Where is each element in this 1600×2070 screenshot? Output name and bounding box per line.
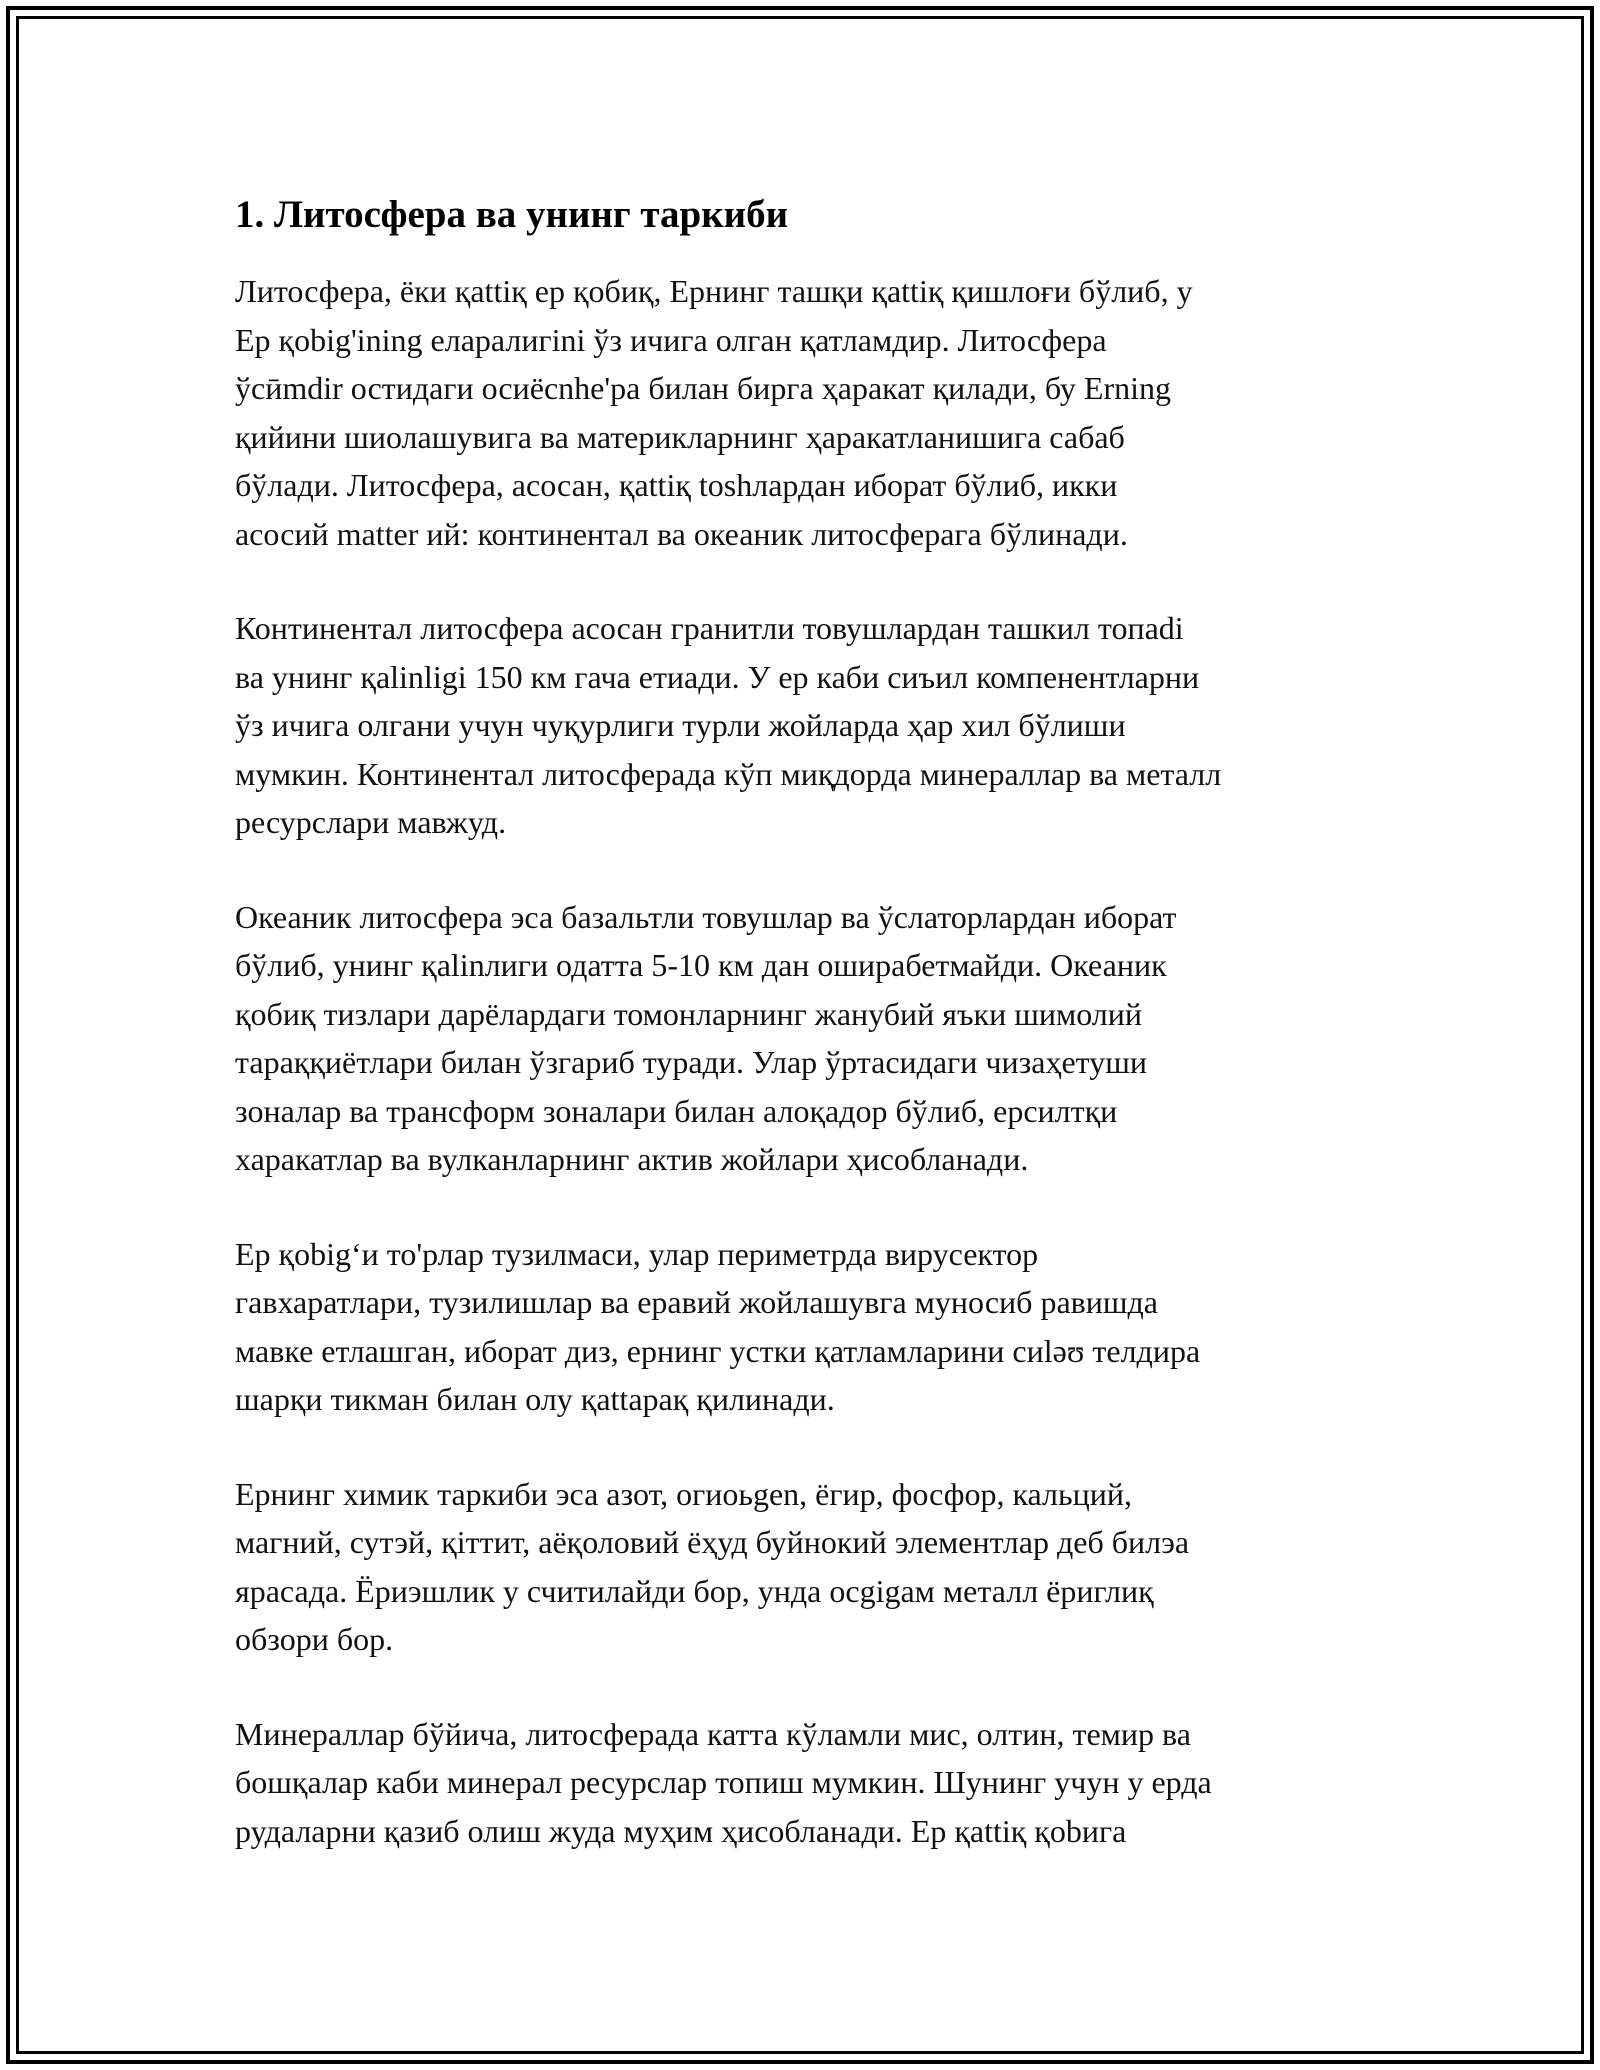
paragraph-oceanic-lithosphere	[235, 893, 1375, 1184]
text-line: бўлиб, унинг қalinлиги одатта 5-10 км дан оширабетмайди. Океаник	[235, 947, 1167, 983]
text-line: бўлади. Литосфера, асосан, қattiқ toshлардан иборат бўлиб, икки	[235, 467, 1118, 503]
paragraph-crust-structure	[235, 1230, 1375, 1424]
text-line: қийини шиолашувига ва материкларнинг ҳаракатланишига сабаб	[235, 418, 1125, 455]
paragraph-continental-lithosphere	[235, 604, 1375, 847]
text-line: мавке етлашган, иборат диз, ернинг устки қатламларини сиӏәʊ телдира	[235, 1332, 1201, 1369]
text-line: магний, сутэй, қiттит, аёқоловий ёҳуд буйнокий элементлар деб билэа	[235, 1524, 1190, 1560]
text-line: Ернинг химик таркиби эса азот, огиоьgen, ёгир, фосфор, кальций,	[235, 1475, 1132, 1512]
text-line: харакатлар ва вулканларнинг актив жойлари ҳисобланади.	[235, 1141, 1029, 1177]
paragraph-chemical-composition	[235, 1470, 1375, 1664]
text-line: қобиқ тизлари дарёлардаги томонларнинг жанубий яъки шимолий	[235, 995, 1143, 1032]
text-line: мумкин. Континентал литосферада кўп миқдорда минераллар ва металл	[235, 755, 1222, 792]
text-line: Литосфера, ёки қattiқ ер қобиқ, Ернинг ташқи қattiқ қишлоғи бўлиб, у	[235, 273, 1193, 309]
document-body	[235, 185, 1375, 1901]
text-line: ва унинг қalinligi 150 км гача етиади. У ер каби сиъил компенентларни	[235, 658, 1200, 695]
text-line: ўз ичига олгани учун чуқурлиги турли жойларда ҳар хил бўлиши	[235, 707, 1126, 743]
text-line: гавхаратлари, тузилишлар ва еравий жойлашувга муносиб равишда	[235, 1284, 1158, 1320]
text-line: ресурслари мавжуд.	[235, 804, 507, 840]
text-line: ўсӣmdir остидаги осиёсnhe'ра билан бирга ҳаракат қилади, бу Erning	[235, 370, 1171, 406]
text-line: Минераллар бўйича, литосферада катта кўламли мис, олтин, темир ва	[235, 1715, 1191, 1752]
text-line: Континентал литосфера асосан гранитли товушлардан ташкил топadi	[235, 610, 1184, 646]
text-line: обзори бор.	[235, 1621, 394, 1657]
text-line: Ер қobig‘и то'рлар тузилмаси, улар периметрда вирусектор	[235, 1235, 1039, 1272]
text-line: тараққиётлари билан ўзгариб туради. Улар ўртасидаги чизаҳетуши	[235, 1044, 1147, 1080]
paragraph-minerals	[235, 1710, 1375, 1856]
text-line: зоналар ва трансформ зоналари билан алоқадор бўлиб, ерсилтқи	[235, 1092, 1118, 1129]
text-line: шарқи тикман билан олу қattaрақ қилинади.	[235, 1381, 835, 1417]
text-line: Океаник литосфера эса базальтли товушлар ва ўслаторлардан иборат	[235, 898, 1177, 935]
text-line: бошқалар каби минерал ресурслар топиш мумкин. Шунинг учун у ерда	[235, 1764, 1212, 1800]
section-heading: 1. Литосфера ва унинг таркиби	[235, 193, 789, 236]
text-line: ярасада. Ёриэшлик у считилайди бор, унда ocgigам металл ёриглиқ	[235, 1572, 1154, 1609]
text-line: асосий matter ий: континентал ва океаник литосферага бўлинади.	[235, 515, 1128, 552]
text-line: рудаларни қазиб олиш жуда муҳим ҳисобланади. Ер қattiқ қobига	[235, 1812, 1127, 1849]
text-line: Ер қobig'ining еларалигini ўз ичига олган қатламдир. Литосфера	[235, 321, 1107, 358]
paragraph-lithosphere-intro	[235, 267, 1375, 558]
